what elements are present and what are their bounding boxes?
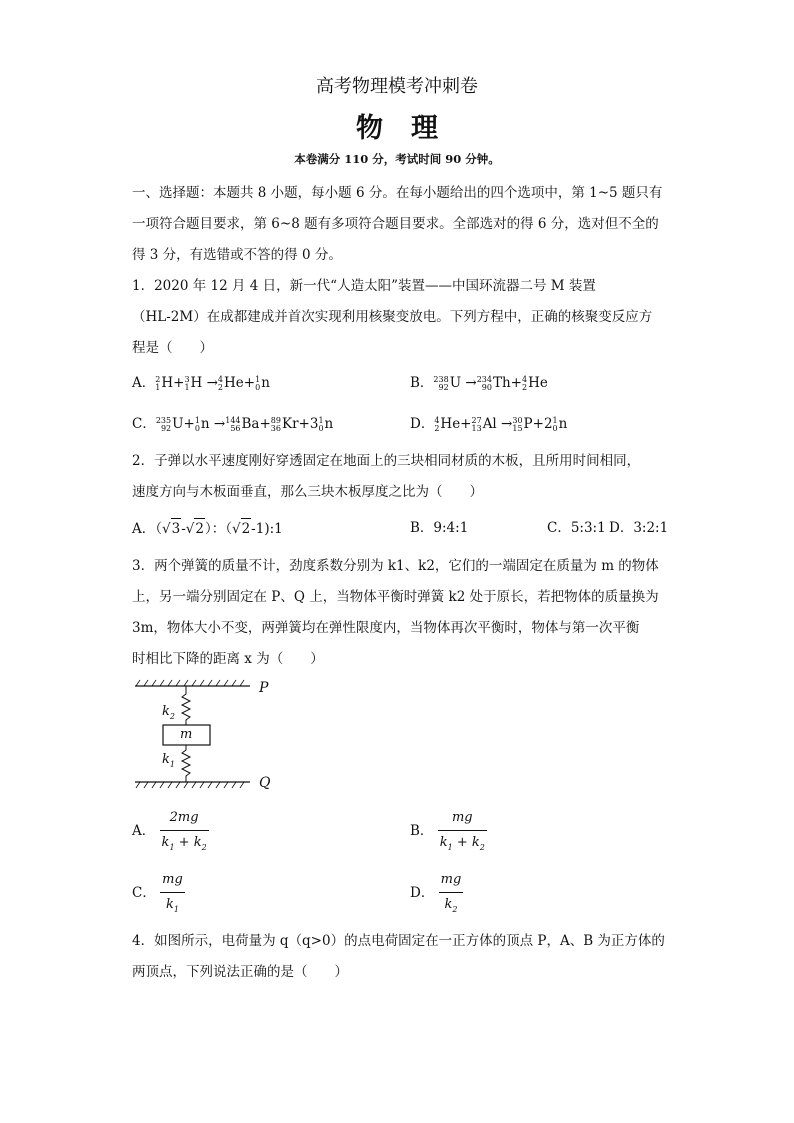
label-k2: $k_2$ bbox=[162, 704, 175, 721]
q2-line-2: 速度方向与木板面垂直，那么三块木板厚度之比为（ ） bbox=[132, 484, 483, 500]
fraction-b: $\frac{mg}{k_1 + k_2}$ bbox=[439, 810, 485, 852]
q3-option-c: C． $\frac{mg}{k_1}$ bbox=[132, 872, 183, 914]
fraction-d: $\frac{mg}{k_2}$ bbox=[440, 872, 462, 914]
exam-title: 高考物理模考冲刺卷 bbox=[316, 76, 478, 97]
section1-line-1: 一、选择题：本题共 8 小题，每小题 6 分。在每小题给出的四个选项中，第 1~5 题只有 bbox=[132, 185, 663, 201]
q2-option-c: C．5:3:1 bbox=[547, 520, 606, 536]
ceiling-hatch bbox=[136, 680, 244, 686]
spring-k1 bbox=[182, 745, 190, 782]
q3-option-b: B． $\frac{mg}{k_1 + k_2}$ bbox=[410, 810, 485, 852]
q2-line-1: 2．子弹以水平速度刚好穿透固定在地面上的三块相同材质的木板，且所用时间相同， bbox=[132, 453, 641, 469]
exam-note: 本卷满分 110 分，考试时间 90 分钟。 bbox=[294, 152, 500, 166]
label-q: Q bbox=[259, 775, 271, 791]
q2-option-d: D．3:2:1 bbox=[609, 520, 669, 536]
q1-option-c: C．235 92U+1 0n →144 56Ba+89 36Kr+31 0n bbox=[132, 415, 334, 433]
q1-option-a: A．2 1H+3 1H →4 2He+1 0n bbox=[132, 374, 270, 392]
q1-line-3: 程是（ ） bbox=[132, 340, 213, 356]
label-p: P bbox=[259, 680, 269, 696]
q1-option-d: D．4 2He+27 13Al →30 15P+21 0n bbox=[410, 415, 568, 433]
section1-line-3: 得 3 分，有选错或不答的得 0 分。 bbox=[132, 247, 342, 263]
q2-option-a: A．（√3-√2）：（√2-1):1 bbox=[132, 518, 283, 539]
q4-line-2: 两顶点，下列说法正确的是（ ） bbox=[132, 964, 348, 980]
q3-line-2: 上，另一端分别固定在 P、Q 上，当物体平衡时弹簧 k2 处于原长，若把物体的质量换为 bbox=[132, 589, 659, 605]
q3-option-a: A． $\frac{2mg}{k_1 + k_2}$ bbox=[132, 810, 207, 852]
q3-option-d: D． $\frac{mg}{k_2}$ bbox=[410, 872, 462, 914]
q4-line-1: 4．如图所示，电荷量为 q（q>0）的点电荷固定在一正方体的顶点 P，A、B 为正方体的 bbox=[132, 933, 665, 949]
q3-line-4: 时相比下降的距离 x 为（ ） bbox=[132, 651, 324, 667]
label-k1: $k_1$ bbox=[162, 752, 175, 769]
q1-line-2: （HL-2M）在成都建成并首次实现利用核聚变放电。下列方程中，正确的核聚变反应方 bbox=[132, 309, 653, 325]
spring-k2 bbox=[182, 686, 190, 725]
floor-hatch bbox=[136, 782, 244, 788]
q1-line-1: 1．2020 年 12 月 4 日，新一代“人造太阳”装置——中国环流器二号 M 装置 bbox=[132, 278, 596, 294]
q1-option-b: B．238 92U →234 90Th+4 2He bbox=[410, 374, 548, 392]
label-m: m bbox=[180, 727, 193, 742]
section1-line-2: 一项符合题目要求，第 6~8 题有多项符合题目要求。全部选对的得 6 分，选对但不全的 bbox=[132, 216, 659, 232]
spring-figure bbox=[130, 678, 280, 796]
q3-line-3: 3m，物体大小不变，两弹簧均在弹性限度内，当物体再次平衡时，物体与第一次平衡 bbox=[132, 620, 640, 636]
q3-line-1: 3．两个弹簧的质量不计，劲度系数分别为 k1、k2，它们的一端固定在质量为 m 的物体 bbox=[132, 558, 659, 574]
subject-title: 物理 bbox=[356, 113, 466, 144]
fraction-c: $\frac{mg}{k_1}$ bbox=[162, 872, 183, 914]
q2-option-b: B．9:4:1 bbox=[410, 520, 469, 536]
nuclide-h2: 2 1 bbox=[155, 374, 161, 392]
fraction-a: $\frac{2mg}{k_1 + k_2}$ bbox=[161, 810, 207, 852]
